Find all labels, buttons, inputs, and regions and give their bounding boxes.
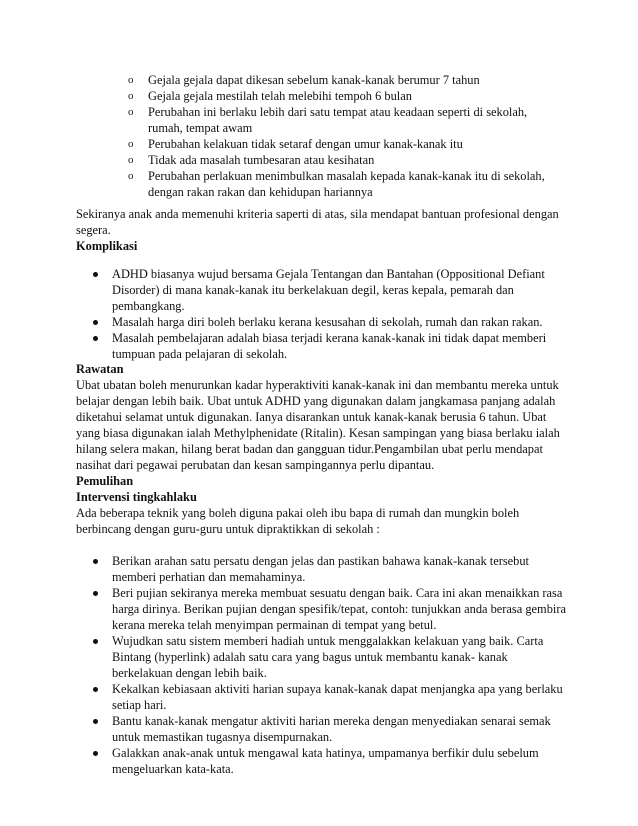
list-item: Masalah harga diri boleh berlaku kerana kesusahan di sekolah, rumah dan rakan rakan. xyxy=(76,314,566,330)
list-item: Wujudkan satu sistem memberi hadiah untuk menggalakkan kelakuan yang baik. Carta Bintang (hyperlink) adalah satu cara yang bagus untuk membantu kanak- kanak berkelakuan dengan lebih baik. xyxy=(76,633,566,681)
list-item: Beri pujian sekiranya mereka membuat sesuatu dengan baik. Cara ini akan menaikkan rasa harga dirinya. Berikan pujian dengan spesifik/tepat, contoh: tunjukkan anda berasa gembira kerana mereka telah menyimpan permainan di tempat yang betul. xyxy=(76,585,566,633)
rawatan-section xyxy=(76,361,566,777)
criteria-list xyxy=(124,72,564,200)
list-item: o Perubahan ini berlaku lebih dari satu tempat atau keadaan seperti di sekolah, rumah, tempat awam xyxy=(124,104,564,136)
rawatan-heading: Rawatan xyxy=(76,362,124,376)
rawatan-paragraph: Ubat ubatan boleh menurunkan kadar hyperaktiviti kanak-kanak ini dan membantu mereka untuk belajar dengan lebih baik. Ubat untuk ADHD yang digunakan dalam jangkamasa panjang adalah diketahui selamat untuk digunakan. Ianya disarankan untuk kanak-kanak berusia 6 tahun. Ubat yang biasa digunakan ialah Methylphenidate (Ritalin). Kesan sampingan yang biasa berlaku ialah hilang selera makan, hilang berat badan dan gangguan tidur.Pengambilan ubat perlu mendapat nasihat dari pegawai perubatan dan kesan sampingannya perlu dipantau. xyxy=(76,378,560,472)
intro-paragraph: Sekiranya anak anda memenuhi kriteria saperti di atas, sila mendapat bantuan profesional dengan segera. xyxy=(76,207,559,237)
pemulihan-heading: Pemulihan xyxy=(76,474,134,488)
komplikasi-heading: Komplikasi xyxy=(76,239,138,253)
list-item: Bantu kanak-kanak mengatur aktiviti harian mereka dengan menyediakan senarai semak untuk memastikan tugasnya disempurnakan. xyxy=(76,713,566,745)
list-item: o Tidak ada masalah tumbesaran atau kesihatan xyxy=(124,152,564,168)
list-item: o Gejala gejala mestilah telah melebihi tempoh 6 bulan xyxy=(124,88,564,104)
intervensi-heading: Intervensi tingkahlaku xyxy=(76,490,197,504)
komplikasi-section xyxy=(76,206,566,362)
list-item: o Perubahan perlakuan menimbulkan masalah kepada kanak-kanak itu di sekolah, dengan rakan rakan dan kehidupan hariannya xyxy=(124,168,564,200)
intervensi-list xyxy=(76,553,566,777)
komplikasi-list xyxy=(76,266,566,362)
list-item: ADHD biasanya wujud bersama Gejala Tentangan dan Bantahan (Oppositional Defiant Disorder) di mana kanak-kanak itu berkelakuan degil, keras kepala, pemarah dan pembangkang. xyxy=(76,266,566,314)
list-item: Galakkan anak-anak untuk mengawal kata hatinya, umpamanya berfikir dulu sebelum mengeluarkan kata-kata. xyxy=(76,745,566,777)
list-item: Berikan arahan satu persatu dengan jelas dan pastikan bahawa kanak-kanak tersebut memberi perhatian dan memahaminya. xyxy=(76,553,566,585)
pemulihan-paragraph: Ada beberapa teknik yang boleh diguna pakai oleh ibu bapa di rumah dan mungkin boleh berbincang dengan guru-guru untuk dipraktikkan di sekolah : xyxy=(76,506,520,536)
list-item: Kekalkan kebiasaan aktiviti harian supaya kanak-kanak dapat menjangka apa yang berlaku setiap hari. xyxy=(76,681,566,713)
list-item: o Perubahan kelakuan tidak setaraf dengan umur kanak-kanak itu xyxy=(124,136,564,152)
list-item: o Gejala gejala dapat dikesan sebelum kanak-kanak berumur 7 tahun xyxy=(124,72,564,88)
list-item: Masalah pembelajaran adalah biasa terjadi kerana kanak-kanak ini tidak dapat memberi tumpuan pada pelajaran di sekolah. xyxy=(76,330,566,362)
